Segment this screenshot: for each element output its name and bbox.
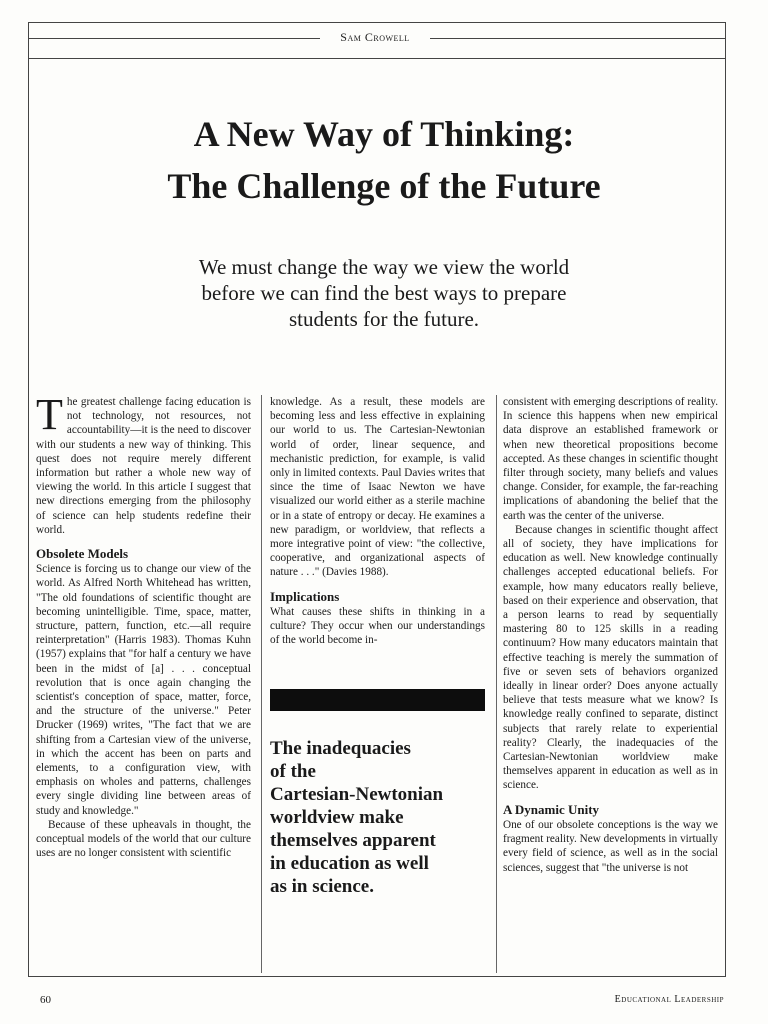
body-paragraph: What causes these shifts in thinking in a culture? They occur when our understandings of the world become in-: [270, 605, 485, 647]
body-paragraph: One of our obsolete conceptions is the way we fragment reality. New developments in virtually every field of science, as well as in the social sciences, suggest that "the universe is not: [503, 818, 718, 874]
pull-quote-line: The inadequacies: [270, 738, 411, 760]
deck-line-2: before we can find the best ways to prepare: [201, 281, 567, 305]
pull-quote: [270, 737, 485, 898]
page-number: 60: [40, 994, 51, 1006]
column-1: [36, 395, 251, 975]
title-line-1: A New Way of Thinking:: [193, 114, 575, 154]
pull-quote-line: worldview make: [270, 807, 404, 829]
body-paragraph: Science is forcing us to change our view of the world. As Alfred North Whitehead has written, "The old foundations of scientific thought are becoming unintelligible. Time, space, matter, structure, pattern, function, etc.—all require reinterpretation" (Harris 1983). Thomas Kuhn (1957) explains that "for half a century we have been in the midst of [a] . . . conceptual revolution that is once again changing the scientist's conception of space, matter, force, and the structure of the universe." Peter Drucker (1969) writes, "The fact that we are shifting from a Cartesian view of the universe, in which the accent has been on parts and elements, to a configuration view, with emphasis on wholes and patterns, challenges every single dividing line between areas of study and knowledge.": [36, 563, 251, 817]
pull-quote-line: of the: [270, 761, 316, 783]
body-paragraph: Because changes in scientific thought affect all of society, they have implications for education as well. New knowledge continually challenges accepted educational beliefs. For example, how many educators really believe, based on their experience and observation, that a person learns to read by sequentially mastering 80 to 125 skills in a reading continuum? How many educators maintain that effective teaching is merely the summation of five or seven sets of behaviors organized ideally in linear order? Does anyone actually believe that tests measure what we know? Is knowledge really confined to separate, distinct subjects that rarely relate to experiential reality? Clearly, the inadequacies of the Cartesian-Newtonian worldview make themselves apparent in education as well as in science.: [503, 523, 718, 792]
header-rule-right: [430, 38, 726, 39]
pull-quote-line: as in science.: [270, 876, 374, 898]
article-deck: [100, 254, 668, 332]
pull-quote-line: in education as well: [270, 853, 429, 875]
title-line-2: The Challenge of the Future: [167, 166, 601, 206]
black-bar: [270, 689, 485, 711]
header-rule-left: [28, 38, 320, 39]
deck-line-1: We must change the way we view the world: [198, 255, 570, 279]
subhead-implications: Implications: [270, 588, 340, 604]
journal-name: Educational Leadership: [614, 994, 724, 1005]
drop-cap: T: [36, 395, 63, 439]
body-paragraph: knowledge. As a result, these models are becoming less and less effective in explaining our world to us. The Cartesian-Newtonian world of order, linear sequence, and mechanistic prediction, for example, is valid only in limited contexts. Paul Davies writes that since the time of Isaac Newton we have visualized our world either as a sterile machine or in a state of entropy or decay. He examines a new paradigm, or worldview, that reflects a more integrative point of view: "the collective, cooperative, and organizational aspects of nature . . ." (Davies 1988).: [270, 396, 485, 579]
body-paragraph: Because of these upheavals in thought, the conceptual models of the world that our culture uses are no longer consistent with scientific: [36, 818, 251, 860]
column-3: [503, 395, 718, 975]
pull-quote-line: themselves apparent: [270, 830, 436, 852]
author-name: Sam Crowell: [340, 30, 410, 44]
column-rule-1: [261, 395, 262, 973]
deck-line-3: students for the future.: [288, 307, 480, 331]
top-rule: [28, 58, 726, 59]
body-paragraph: consistent with emerging descriptions of reality. In science this happens when new empirical data disprove an established framework or when new theoretical propositions become accepted. As these changes in scientific thought filter through society, many beliefs and values change. Consider, for example, the far-reaching implications of abandoning the belief that the earth was the center of the universe.: [503, 396, 718, 522]
pull-quote-line: Cartesian-Newtonian: [270, 784, 444, 806]
intro-paragraph: [36, 395, 251, 537]
running-head: [28, 28, 726, 48]
column-rule-2: [496, 395, 497, 973]
subhead-dynamic-unity: A Dynamic Unity: [503, 801, 600, 817]
column-2: [270, 395, 485, 975]
article-title: [40, 108, 728, 212]
intro-text: he greatest challenge facing education is not technology, not resources, not accountability—it is the need to discover with our students a new way of thinking. This quest does not require merely different information but rather a whole new way of viewing the world. In this article I suggest that new directions emerging from the philosophy of science can help students redefine their world.: [36, 396, 251, 536]
subhead-obsolete-models: Obsolete Models: [36, 546, 129, 562]
